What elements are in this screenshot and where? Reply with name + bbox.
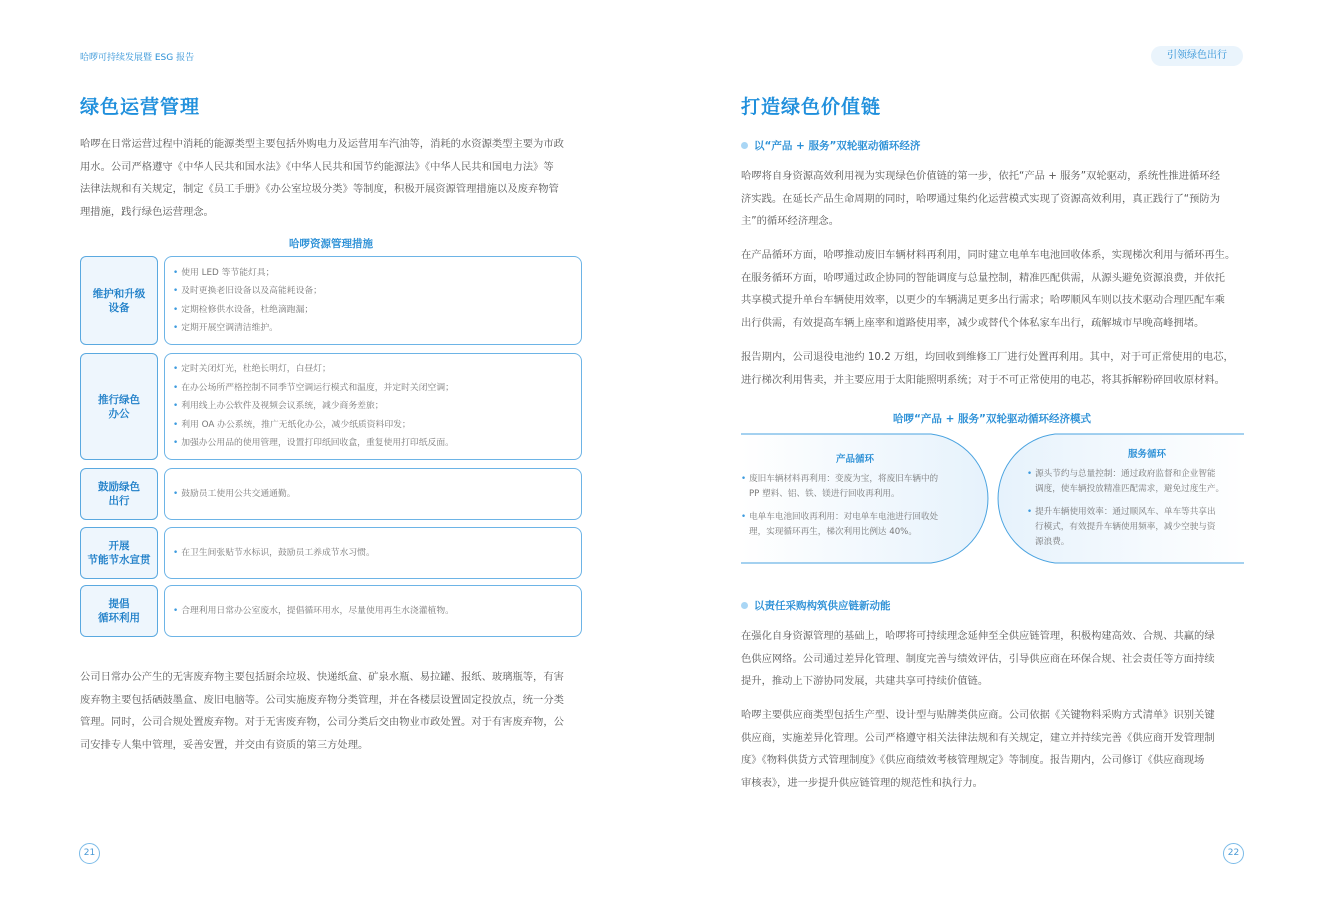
text-line: 电单车电池回收再利用：对电单车电池进行回收处 xyxy=(749,512,939,522)
text-line: 源浪费。 xyxy=(1035,537,1070,547)
text-line: 司安排专人集中管理，妥善安置，并交由有资质的第三方处理。 xyxy=(80,738,369,751)
list-item: • 合理利用日常办公室废水，提倡循环用水，尽量使用再生水浇灌植物。 xyxy=(173,602,573,621)
measure-items xyxy=(164,468,582,520)
service-cycle-item: • 源头节约与总量控制：通过政府监督和企业智能 调度，使车辆投放精准匹配需求，避免过度生产。 xyxy=(1027,467,1247,497)
measure-items xyxy=(164,527,582,579)
s2-paragraph-2 xyxy=(741,704,1244,794)
s1-paragraph-1 xyxy=(741,165,1244,233)
text-line: 提升，推动上下游协同发展，共建共享可持续价值链。 xyxy=(741,675,989,687)
measure-row-recycling xyxy=(80,585,582,637)
report-name: 哈啰可持续发展暨 ESG 报告 xyxy=(80,53,195,63)
text-line: 调度，使车辆投放精准匹配需求，避免过度生产。 xyxy=(1035,484,1225,494)
text-line: 度》《物料供货方式管理制度》《供应商绩效考核管理规定》等制度。报告期内，公司修订《供应商现场 xyxy=(741,754,1205,766)
list-item: • 在办公场所严格控制不同季节空调运行模式和温度，并定时关闭空调； xyxy=(173,379,573,398)
waste-paragraph xyxy=(80,666,582,756)
list-item: • 定期开展空调清洁维护。 xyxy=(173,319,573,338)
measure-items xyxy=(164,353,582,460)
bullet-dot-icon xyxy=(741,142,748,149)
page-number: 21 xyxy=(79,843,100,864)
measure-label xyxy=(80,468,158,520)
list-item: • 在卫生间张贴节水标识，鼓励员工养成节水习惯。 xyxy=(173,544,573,563)
label-line: 设备 xyxy=(108,301,130,314)
text-line: 审核表》，进一步提升供应链管理的规范性和执行力。 xyxy=(741,776,983,789)
circular-economy-diagram xyxy=(741,432,1245,565)
label-line: 开展 xyxy=(108,540,130,552)
text-line: 主”的循环经济理念。 xyxy=(741,215,840,227)
right-page xyxy=(661,0,1323,898)
measure-row-equipment xyxy=(80,256,582,345)
text-line: PP 塑料、铝、铁、镁进行回收再利用。 xyxy=(749,489,900,499)
text-line: 共享模式提升单台车辆使用效率，以更少的车辆满足更多出行需求；哈啰顺风车则以技术驱动合理匹配车乘 xyxy=(741,294,1225,306)
list-item: • 鼓励员工使用公共交通通勤。 xyxy=(173,485,573,504)
list-item: • 定期检修供水设备，杜绝滴跑漏； xyxy=(173,301,573,320)
label-line: 推行绿色 xyxy=(98,393,140,406)
text-line: 哈啰在日常运营过程中消耗的能源类型主要包括外购电力及运营用车汽油等，消耗的水资源类型主要为市政 xyxy=(80,138,564,150)
measure-items xyxy=(164,585,582,637)
text-line: 在强化自身资源管理的基础上，哈啰将可持续理念延伸至全供应链管理，积极构建高效、合规、共赢的绿 xyxy=(741,630,1215,642)
page-title-green-operations: 绿色运营管理 xyxy=(80,96,201,118)
label-line: 鼓励绿色 xyxy=(98,481,140,493)
text-line: 废弃物主要包括硒鼓墨盒、废旧电脑等。公司实施废弃物分类管理，并在各楼层设置固定投放点，统一分类 xyxy=(80,693,564,706)
s1-paragraph-2 xyxy=(741,244,1244,334)
text-line: 济实践。在延长产品生命周期的同时，哈啰通过集约化运营模式实现了资源高效利用，真正践行了“预防为 xyxy=(741,192,1220,205)
section-title-text: 以“产品 + 服务”双轮驱动循环经济 xyxy=(754,140,921,152)
section-title-circular-economy xyxy=(741,138,920,153)
page-number: 22 xyxy=(1223,843,1244,864)
text-line: 在服务循环方面，哈啰通过政企协同的智能调度与总量控制，精准匹配供需，从源头避免资源浪费，并依托 xyxy=(741,271,1225,284)
service-cycle-item: • 提升车辆使用效率：通过顺风车、单车等共享出 行模式，有效提升车辆使用频率，减少空驶与资 源浪费。 xyxy=(1027,505,1247,550)
text-line: 源头节约与总量控制：通过政府监督和企业智能 xyxy=(1035,469,1216,479)
label-line: 循环利用 xyxy=(98,612,140,624)
list-item: • 及时更换老旧设备以及高能耗设备； xyxy=(173,282,573,301)
measure-row-energy-water xyxy=(80,527,582,579)
text-line: 提升车辆使用效率：通过顺风车、单车等共享出 xyxy=(1035,507,1216,517)
text-line: 用水。公司严格遵守《中华人民共和国水法》《中华人民共和国节约能源法》《中华人民共和国电力法》等 xyxy=(80,160,554,173)
measure-items xyxy=(164,256,582,345)
product-cycle-title: 产品循环 xyxy=(835,454,874,465)
text-line: 供应商，实施差异化管理。公司严格遵守相关法律法规和有关规定，建立并持续完善《供应商开发管理制 xyxy=(741,731,1215,744)
label-line: 节能节水宣贯 xyxy=(87,554,151,566)
text-line: 哈啰将自身资源高效利用视为实现绿色价值链的第一步，依托“产品 + 服务”双轮驱动，系统性推进循环经 xyxy=(741,170,1220,182)
text-line: 行模式，有效提升车辆使用频率，减少空驶与资 xyxy=(1035,522,1216,532)
label-line: 办公 xyxy=(108,407,130,420)
product-cycle-item: • 废旧车辆材料再利用：变废为宝，将废旧车辆中的 PP 塑料、铝、铁、镁进行回收再利用。 xyxy=(741,472,971,502)
measure-label xyxy=(80,585,158,637)
measure-label xyxy=(80,353,158,460)
text-line: 进行梯次利用售卖，并主要应用于太阳能照明系统；对于不可正常使用的电芯，将其拆解粉碎回收原材料。 xyxy=(741,373,1225,386)
text-line: 管理。同时，公司合规处置废弃物。对于无害废弃物，公司分类后交由物业市政处置。对于有害废弃物，公 xyxy=(80,716,564,728)
section-title-text: 以责任采购构筑供应链新动能 xyxy=(754,600,891,612)
text-line: 哈啰主要供应商类型包括生产型、设计型与贴牌类供应商。公司依据《关键物料采购方式清单》识别关键 xyxy=(741,709,1215,721)
measures-table-title: 哈啰资源管理措施 xyxy=(289,238,373,250)
text-line: 法律法规和有关规定，制定《员工手册》《办公室垃圾分类》等制度，积极开展资源管理措施以及废弃物管 xyxy=(80,183,559,195)
text-line: 色供应网络。公司通过差异化管理、制度完善与绩效评估，引导供应商在环保合规、社会责任等方面持续 xyxy=(741,652,1215,665)
list-item: • 利用 OA 办公系统，推广无纸化办公，减少纸质资料印发； xyxy=(173,416,573,435)
list-item: • 加强办公用品的使用管理，设置打印纸回收盒，重复使用打印纸反面。 xyxy=(173,434,573,453)
service-cycle-title: 服务循环 xyxy=(1127,449,1166,460)
list-item: • 利用线上办公软件及视频会议系统，减少商务差旅； xyxy=(173,397,573,416)
section-title-supply-chain xyxy=(741,598,891,613)
text-line: 出行供需，有效提高车辆上座率和道路使用率，减少或替代个体私家车出行，疏解城市早晚高峰拥堵。 xyxy=(741,316,1205,329)
label-line: 维护和升级 xyxy=(92,287,146,300)
label-line: 提倡 xyxy=(108,598,130,610)
product-cycle-item: • 电单车电池回收再利用：对电单车电池进行回收处 理，实现循环再生，梯次利用比例达 40%。 xyxy=(741,510,971,540)
measure-row-green-office xyxy=(80,353,582,460)
measure-row-green-travel xyxy=(80,468,582,520)
list-item: • 使用 LED 等节能灯具； xyxy=(173,264,573,283)
label-line: 出行 xyxy=(108,495,130,507)
text-line: 在产品循环方面，哈啰推动废旧车辆材料再利用，同时建立电单车电池回收体系，实现梯次利用与循环再生。 xyxy=(741,249,1236,261)
page-title-green-value-chain: 打造绿色价值链 xyxy=(741,96,882,118)
measure-label xyxy=(80,256,158,345)
left-page xyxy=(0,0,661,898)
text-line: 理措施，践行绿色运营理念。 xyxy=(80,205,214,218)
diagram-title: 哈啰“产品 + 服务”双轮驱动循环经济模式 xyxy=(893,413,1091,425)
list-item: • 定时关闭灯光，杜绝长明灯，白昼灯； xyxy=(173,360,573,379)
bullet-dot-icon xyxy=(741,602,748,609)
intro-paragraph xyxy=(80,133,582,223)
chapter-tab[interactable]: 引领绿色出行 xyxy=(1151,46,1243,66)
s1-paragraph-3 xyxy=(741,346,1244,391)
text-line: 报告期内，公司退役电池约 10.2 万组，均回收到维修工厂进行处置再利用。其中，对于可正常使用的电芯， xyxy=(741,351,1234,363)
text-line: 公司日常办公产生的无害废弃物主要包括厨余垃圾、快递纸盒、矿泉水瓶、易拉罐、报纸、玻璃瓶等，有害 xyxy=(80,671,564,683)
text-line: 废旧车辆材料再利用：变废为宝，将废旧车辆中的 xyxy=(749,474,939,484)
measure-label xyxy=(80,527,158,579)
s2-paragraph-1 xyxy=(741,625,1244,693)
text-line: 理，实现循环再生，梯次利用比例达 40%。 xyxy=(749,527,917,537)
